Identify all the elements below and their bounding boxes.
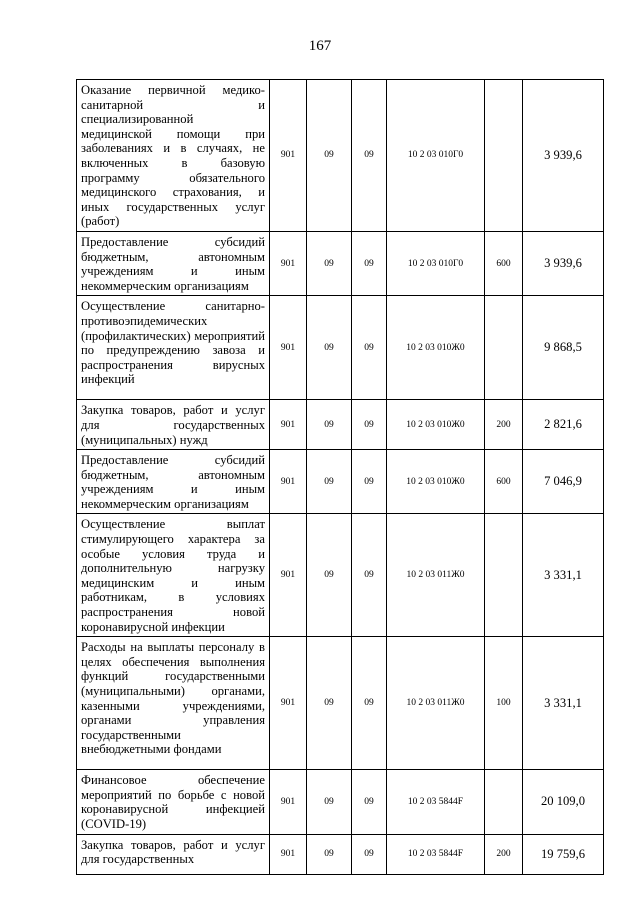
budget-table	[76, 79, 604, 875]
amount: 20 109,0	[523, 770, 604, 834]
section-code: 09	[307, 770, 352, 834]
target-code: 10 2 03 5844F	[387, 834, 485, 874]
expense-type-code: 600	[485, 231, 523, 295]
section-code: 09	[307, 400, 352, 450]
table-row	[77, 296, 604, 400]
ministry-code: 901	[270, 834, 307, 874]
table-row	[77, 80, 604, 232]
subsection-code: 09	[352, 296, 387, 400]
row-name: Закупка товаров, работ и услуг для государственных	[81, 837, 265, 867]
table-row	[77, 231, 604, 295]
expense-type-code: 200	[485, 834, 523, 874]
row-name: Осуществление выплат стимулирующего характера за особые условия труда и дополнительную нагрузку медицинским и иным работникам, в условиях распространения новой коронавирусной инфекции	[77, 514, 270, 637]
amount: 19 759,6	[523, 834, 604, 874]
section-code: 09	[307, 637, 352, 770]
target-code: 10 2 03 010Ж0	[387, 450, 485, 514]
subsection-code: 09	[352, 80, 387, 232]
target-code: 10 2 03 010Ж0	[387, 296, 485, 400]
table-row	[77, 770, 604, 834]
section-code: 09	[307, 296, 352, 400]
expense-type-code	[485, 514, 523, 637]
table-row	[77, 637, 604, 770]
row-name: Предоставление субсидий бюджетным, автономным учреждениям и иным некоммерческим организациям	[77, 450, 270, 514]
row-name: Предоставление субсидий бюджетным, автономным учреждениям и иным некоммерческим организациям	[77, 231, 270, 295]
subsection-code: 09	[352, 450, 387, 514]
table-row	[77, 450, 604, 514]
subsection-code: 09	[352, 637, 387, 770]
target-code: 10 2 03 011Ж0	[387, 637, 485, 770]
ministry-code: 901	[270, 770, 307, 834]
subsection-code: 09	[352, 770, 387, 834]
amount: 3 331,1	[523, 637, 604, 770]
table-row	[77, 400, 604, 450]
section-code: 09	[307, 80, 352, 232]
ministry-code: 901	[270, 296, 307, 400]
row-name: Расходы на выплаты персоналу в целях обеспечения выполнения функций государственными (муниципальными) органами, казенными учреждениями, органами управления государственными внебюджетными фондами	[77, 637, 270, 770]
row-name-cell	[77, 834, 270, 874]
table-row	[77, 834, 604, 874]
ministry-code: 901	[270, 637, 307, 770]
table-row	[77, 514, 604, 637]
amount: 3 331,1	[523, 514, 604, 637]
expense-type-code	[485, 770, 523, 834]
section-code: 09	[307, 514, 352, 637]
target-code: 10 2 03 010Ж0	[387, 400, 485, 450]
row-name: Финансовое обеспечение мероприятий по борьбе с новой коронавирусной инфекцией (COVID-19)	[77, 770, 270, 834]
subsection-code: 09	[352, 400, 387, 450]
page-number: 167	[308, 38, 332, 54]
amount: 2 821,6	[523, 400, 604, 450]
row-name: Закупка товаров, работ и услуг для государственных (муниципальных) нужд	[77, 400, 270, 450]
ministry-code: 901	[270, 450, 307, 514]
ministry-code: 901	[270, 231, 307, 295]
subsection-code: 09	[352, 834, 387, 874]
row-name: Осуществление санитарно-противоэпидемических (профилактических) мероприятий по предупреждению завоза и распространения вирусных инфекций	[77, 296, 270, 400]
amount: 7 046,9	[523, 450, 604, 514]
expense-type-code: 600	[485, 450, 523, 514]
expense-type-code: 200	[485, 400, 523, 450]
section-code: 09	[307, 450, 352, 514]
target-code: 10 2 03 011Ж0	[387, 514, 485, 637]
target-code: 10 2 03 5844F	[387, 770, 485, 834]
section-code: 09	[307, 834, 352, 874]
amount: 3 939,6	[523, 231, 604, 295]
target-code: 10 2 03 010Г0	[387, 231, 485, 295]
ministry-code: 901	[270, 80, 307, 232]
expense-type-code: 100	[485, 637, 523, 770]
ministry-code: 901	[270, 514, 307, 637]
expense-type-code	[485, 296, 523, 400]
subsection-code: 09	[352, 231, 387, 295]
target-code: 10 2 03 010Г0	[387, 80, 485, 232]
row-name: Оказание первичной медико-санитарной и специализированной медицинской помощи при заболеваниях и в случаях, не включенных в базовую программу обязательного медицинского страхования, и иных государственных услуг (работ)	[77, 80, 270, 232]
subsection-code: 09	[352, 514, 387, 637]
section-code: 09	[307, 231, 352, 295]
ministry-code: 901	[270, 400, 307, 450]
expense-type-code	[485, 80, 523, 232]
amount: 3 939,6	[523, 80, 604, 232]
amount: 9 868,5	[523, 296, 604, 400]
